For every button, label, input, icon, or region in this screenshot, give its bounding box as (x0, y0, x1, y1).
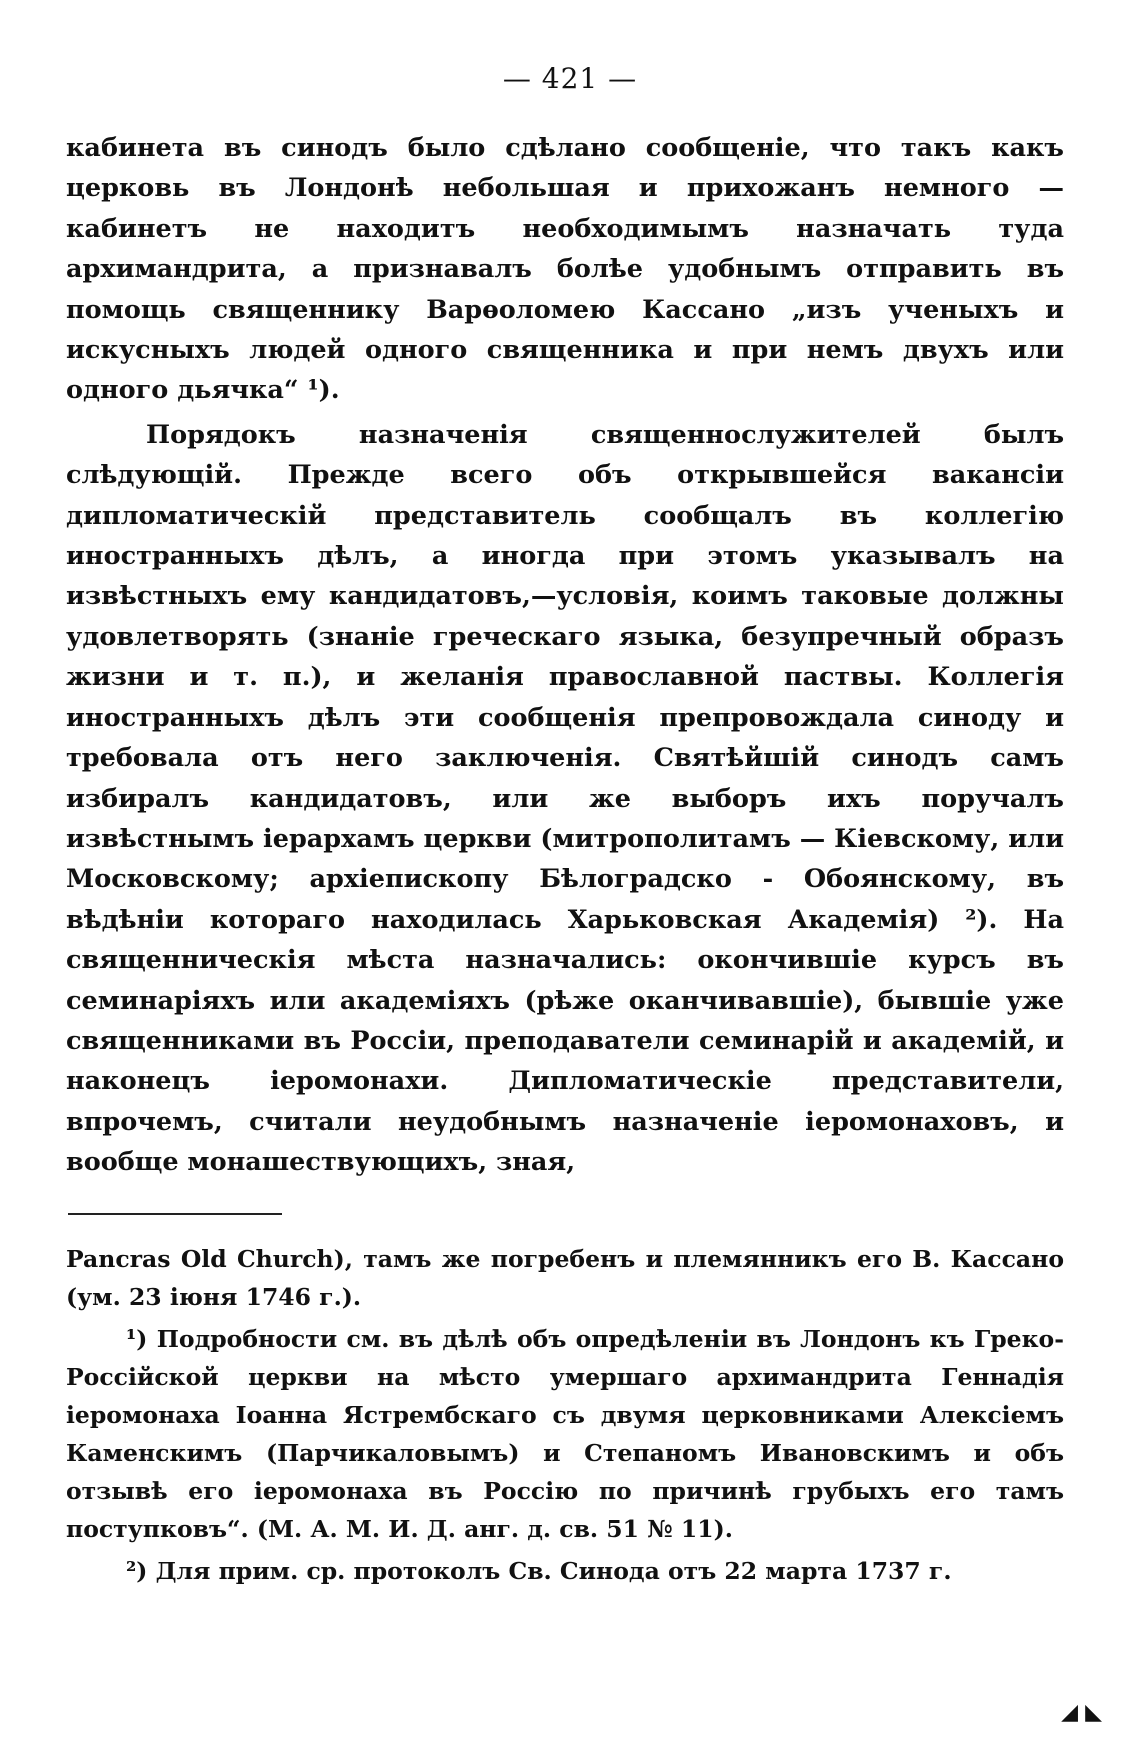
paragraph-2: Порядокъ назначенія священнослужителей былъ слѣдующій. Прежде всего объ открывшейся вакансіи дипломатическій представитель сообщалъ въ коллегію иностранныхъ дѣлъ, а иногда при этомъ указывалъ на извѣстныхъ ему кандидатовъ,—условія, коимъ таковые должны удовлетворять (знаніе греческаго языка, безупречный образъ жизни и т. п.), и желанія православной паствы. Коллегія иностранныхъ дѣлъ эти сообщенія препровождала синоду и требовала отъ него заключенія. Святѣйшій синодъ самъ избиралъ кандидатовъ, или же выборъ ихъ поручалъ извѣстнымъ іерархамъ церкви (митрополитамъ — Кіевскому, или Московскому; архіепископу Бѣлоградско - Обоянскому, въ вѣдѣніи котораго находилась Харьковская Академія) ²). На священническія мѣста назначались: окончившіе курсъ въ семинаріяхъ или академіяхъ (рѣже оканчивавшіе), бывшіе уже священниками въ Россіи, преподаватели семинарій и академій, и наконецъ іеромонахи. Дипломатическіе представители, впрочемъ, считали неудобнымъ назначеніе іеромонаховъ, и вообще монашествующихъ, зная, (66, 419, 1064, 1178)
footnote-divider (68, 1213, 282, 1215)
footnote-1: ¹) Подробности см. въ дѣлѣ объ опредѣленіи въ Лондонъ къ Греко-Россійской церкви на мѣсто умершаго архимандрита Геннадія іеромонаха Іоанна Ястрембскаго съ двумя церковниками Алексіемъ Каменскимъ (Парчикаловымъ) и Степаномъ Ивановскимъ и объ отзывѣ его іеромонаха въ Россію по причинѣ грубыхъ его тамъ поступковъ“. (М. А. М. И. Д. анг. д. св. 51 № 11). (66, 1325, 1064, 1543)
main-text (66, 128, 1064, 1183)
footnote-2: ²) Для прим. ср. протоколъ Св. Синода отъ 22 марта 1737 г. (126, 1557, 952, 1585)
footnote-continuation: Pancras Old Church), тамъ же погребенъ и племянникъ его В. Кассано (ум. 23 іюня 1746 г.). (66, 1245, 1064, 1311)
paragraph-1: кабинета въ синодъ было сдѣлано сообщеніе, что такъ какъ церковь въ Лондонѣ небольшая и прихожанъ немного — кабинетъ не находитъ необходимымъ назначать туда архимандрита, а признавалъ болѣе удобнымъ отправить въ помощь священнику Варѳоломею Кассано „изъ ученыхъ и искусныхъ людей одного священника и при немъ двухъ или одного дьячка“ ¹). (66, 133, 1064, 406)
footnotes (66, 1240, 1064, 1594)
corner-mark-icon: ◢ ◣ (1061, 1700, 1102, 1725)
page-number: — 421 — (502, 62, 638, 95)
